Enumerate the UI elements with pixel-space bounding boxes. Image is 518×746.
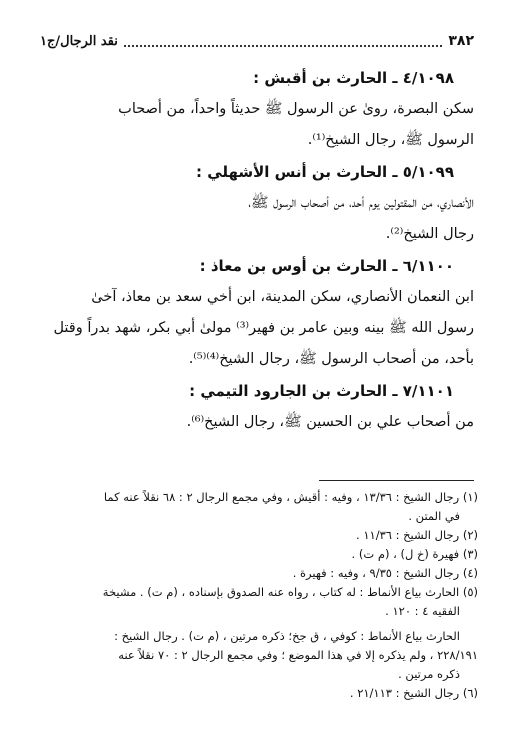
entry-text [40,407,474,438]
entry-title: ٥/١٠٩٩ ـ الحارث بن أنس الأشهلي : [195,163,454,181]
entry-line: بأحد، من أصحاب الرسول ﷺ، رجال الشيخ⁽⁴⁾⁽⁵⁾. [188,351,474,367]
footnote-line: (١) رجال الشيخ : ١٣/٣٦ ، وفيه : أقيش ، وفي مجمع الرجال ٢ : ٦٨ نقلاً عنه كما [103,490,478,504]
entry-line: رجال الشيخ⁽²⁾. [385,226,474,242]
entry [40,375,474,438]
entry-line: الأنصاري، من المقتولين يوم أحد، من أصحاب الرسول ﷺ، [248,195,474,211]
entry-title: ٤/١٠٩٨ ـ الحارث بن أقبش : [253,69,454,87]
footnote-line: (٢) رجال الشيخ : ١١/٣٦ . [356,528,478,542]
entry-line: سكن البصرة، روىٰ عن الرسول ﷺ حديثاً واحداً، من أصحاب [118,101,474,117]
entry-text [40,94,474,156]
footnote-line: (٣) فهيرة (خ ل) ، (م ت) . [351,547,478,561]
entry [40,62,474,156]
footnote-line: ذكره مرتين . [398,667,460,681]
footnote-line: (٥) الحارث بياع الأنماط : له كتاب ، رواه عنه الصدوق بإسناده ، (م ت) . مشيخة [102,585,478,599]
footnotes [40,488,478,703]
running-title: نقد الرجال/ج١ [40,33,118,49]
footnote-line: ٢٢٨/١٩١ ، ولم يذكره إلا في هذا الموضع ؛ وفي مجمع الرجال ٢ : ٧٠ نقلاً عنه [118,648,478,662]
entry-line: رسول الله ﷺ بينه وبين عامر بن فهير⁽³⁾ مولىٰ أبي بكر، شهد بدراً وقتل [53,320,474,336]
entry-title: ٧/١١٠١ ـ الحارث بن الجارود التيمي : [189,382,454,400]
header-dotted-leader [124,35,443,47]
footnote-line: الفقيه ٤ : ١٢٠ . [385,604,460,618]
entry-title: ٦/١١٠٠ ـ الحارث بن أوس بن معاذ : [199,257,454,275]
entry-text [40,282,474,375]
entry [40,156,474,250]
page-number: ٣٨٢ [448,33,474,49]
footnote-line: الحارث بياع الأنماط : كوفي ، ق جخ؛ ذكره مرتين ، (م ت) . رجال الشيخ : [114,629,460,643]
footnote-divider [319,480,474,481]
footnote-line: في المتن . [408,509,460,523]
footnote-line: (٦) رجال الشيخ : ٢١/١١٣ . [349,686,478,700]
entry-line: ابن النعمان الأنصاري، سكن المدينة، ابن أخي سعد بن معاذ، آخىٰ [91,289,474,305]
entry-line: من أصحاب علي بن الحسين ﷺ، رجال الشيخ⁽⁶⁾. [186,414,474,430]
entry-line: الرسول ﷺ، رجال الشيخ⁽¹⁾. [307,132,474,148]
main-text [40,62,474,438]
page-header [40,30,474,52]
footnote-line: (٤) رجال الشيخ : ٩/٣٥ ، وفيه : فهيرة . [292,566,478,580]
entry [40,250,474,375]
entry-text [40,188,474,250]
